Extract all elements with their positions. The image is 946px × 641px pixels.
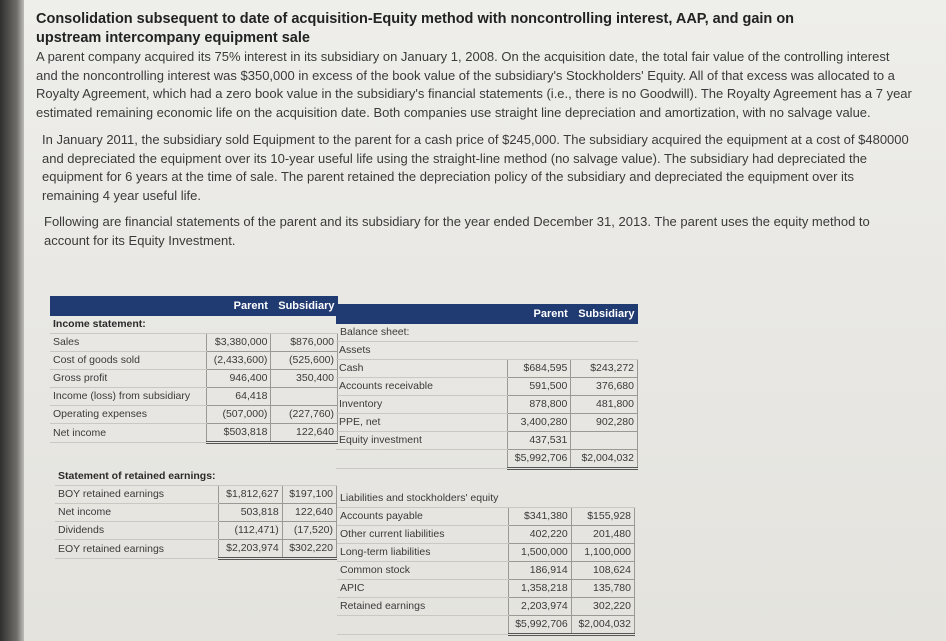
balance-sheet-assets-table	[336, 304, 638, 470]
parent-value: 186,914	[508, 562, 571, 580]
table-row	[50, 388, 338, 406]
retained-earnings-table	[55, 468, 337, 560]
table-row	[336, 432, 638, 450]
photo-edge-shadow	[0, 0, 24, 641]
table-row	[337, 544, 635, 562]
subsidiary-value: 1,100,000	[571, 544, 634, 562]
parent-total-liabilities-equity: $5,992,706	[508, 616, 571, 635]
row-label: Operating expenses	[50, 406, 206, 424]
row-label: Accounts receivable	[336, 378, 507, 396]
parent-value: 402,220	[508, 526, 571, 544]
subsidiary-value: 376,680	[571, 378, 638, 396]
parent-value: 1,500,000	[508, 544, 571, 562]
income-statement-table	[50, 296, 338, 444]
total-row	[337, 616, 635, 635]
subsidiary-value: $155,928	[571, 508, 634, 526]
subsidiary-value: 481,800	[571, 396, 638, 414]
table-row	[337, 508, 635, 526]
parent-value: $2,203,974	[219, 540, 283, 559]
table-row	[50, 406, 338, 424]
subsidiary-value	[571, 432, 638, 450]
subsidiary-total-liabilities-equity: $2,004,032	[571, 616, 634, 635]
table-row	[337, 526, 635, 544]
assets-heading: Assets	[336, 342, 507, 360]
row-label: APIC	[337, 580, 508, 598]
row-label: Equity investment	[336, 432, 507, 450]
parent-value: $684,595	[507, 360, 571, 378]
total-row	[336, 450, 638, 469]
parent-column-header: Parent	[206, 296, 271, 316]
table-row	[55, 522, 337, 540]
parent-total-assets: $5,992,706	[507, 450, 571, 469]
subsidiary-value: 135,780	[571, 580, 634, 598]
row-label: PPE, net	[336, 414, 507, 432]
table-row	[50, 334, 338, 352]
table-row	[337, 598, 635, 616]
row-label: Sales	[50, 334, 206, 352]
income-statement-heading: Income statement:	[50, 316, 206, 334]
subsidiary-value: $302,220	[282, 540, 336, 559]
paragraph-acquisition: A parent company acquired its 75% interest in its subsidiary on January 1, 2008. On the acquisition date, the total fair value of the controlling interest and the noncontrolling interest was $350,000 in excess of the book value of the subsidiary's Stockholders' Equity. All of that excess was allocated to a Royalty Agreement, which had a zero book value in the subsidiary's financial statements (i.e., there is no Goodwill). The Royalty Agreement has a 7 year estimated remaining economic life on the acquisition date. Both companies use straight line depreciation and amortization, with no salvage value.	[36, 49, 912, 120]
row-label: Common stock	[337, 562, 508, 580]
parent-column-header: Parent	[507, 304, 571, 324]
subsidiary-column-header: Subsidiary	[271, 296, 338, 316]
row-label: Retained earnings	[337, 598, 508, 616]
subsidiary-column-header: Subsidiary	[571, 304, 638, 324]
subsidiary-value: (525,600)	[271, 352, 338, 370]
parent-value: $1,812,627	[219, 486, 283, 504]
subsidiary-value: 902,280	[571, 414, 638, 432]
parent-value: 3,400,280	[507, 414, 571, 432]
liabilities-heading: Liabilities and stockholders' equity	[337, 490, 508, 508]
row-label: Cash	[336, 360, 507, 378]
table-row	[50, 352, 338, 370]
subsidiary-value: (17,520)	[282, 522, 336, 540]
table-row	[336, 414, 638, 432]
parent-value: (2,433,600)	[206, 352, 271, 370]
row-label: BOY retained earnings	[55, 486, 219, 504]
subsidiary-value: 350,400	[271, 370, 338, 388]
parent-value: 64,418	[206, 388, 271, 406]
subsidiary-value: 122,640	[282, 504, 336, 522]
parent-value: 503,818	[219, 504, 283, 522]
table-row	[337, 580, 635, 598]
balance-sheet-heading: Balance sheet:	[336, 324, 507, 342]
subsidiary-value: $243,272	[571, 360, 638, 378]
parent-value: $3,380,000	[206, 334, 271, 352]
paragraph-equipment-sale: In January 2011, the subsidiary sold Equipment to the parent for a cash price of $245,000. The subsidiary acquired the equipment at a cost of $480000 and depreciated the equipment over its 10-year useful life using the straight-line method (no salvage value). The subsidiary had depreciated the equipment for 6 years at the time of sale. The parent retained the depreciation policy of the subsidiary and depreciated the equipment over its remaining 4 year useful life.	[42, 132, 909, 203]
row-label: Net income	[55, 504, 219, 522]
subsidiary-value: 108,624	[571, 562, 634, 580]
parent-value: 1,358,218	[508, 580, 571, 598]
table-row	[336, 378, 638, 396]
table-row	[55, 540, 337, 559]
row-label: Long-term liabilities	[337, 544, 508, 562]
row-label: Accounts payable	[337, 508, 508, 526]
table-row	[336, 396, 638, 414]
parent-value: $503,818	[206, 424, 271, 443]
balance-sheet-header-row	[336, 304, 638, 324]
income-statement-header-row	[50, 296, 338, 316]
table-row	[55, 486, 337, 504]
subsidiary-value	[271, 388, 338, 406]
parent-value: (112,471)	[219, 522, 283, 540]
parent-value: 878,800	[507, 396, 571, 414]
parent-value: (507,000)	[206, 406, 271, 424]
row-label: Dividends	[55, 522, 219, 540]
row-label: Cost of goods sold	[50, 352, 206, 370]
table-row	[337, 562, 635, 580]
row-label: Income (loss) from subsidiary	[50, 388, 206, 406]
paragraph-financial-statements: Following are financial statements of the parent and its subsidiary for the year ended December 31, 2013. The parent uses the equity method to account for its Equity Investment.	[44, 214, 870, 248]
table-row	[336, 360, 638, 378]
row-label: Inventory	[336, 396, 507, 414]
subsidiary-value: $197,100	[282, 486, 336, 504]
subsidiary-value: 201,480	[571, 526, 634, 544]
balance-sheet-liabilities-table	[337, 490, 635, 636]
subsidiary-value: $876,000	[271, 334, 338, 352]
parent-value: 2,203,974	[508, 598, 571, 616]
retained-earnings-heading: Statement of retained earnings:	[55, 468, 219, 486]
parent-value: 437,531	[507, 432, 571, 450]
table-row	[50, 370, 338, 388]
subsidiary-value: 122,640	[271, 424, 338, 443]
table-row	[55, 504, 337, 522]
parent-value: $341,380	[508, 508, 571, 526]
row-label: EOY retained earnings	[55, 540, 219, 559]
subsidiary-value: (227,760)	[271, 406, 338, 424]
subsidiary-value: 302,220	[571, 598, 634, 616]
row-label: Gross profit	[50, 370, 206, 388]
parent-value: 946,400	[206, 370, 271, 388]
problem-title: Consolidation subsequent to date of acquisition-Equity method with noncontrolling interest, AAP, and gain on upstream intercompany equipment sale	[36, 11, 795, 46]
table-row	[50, 424, 338, 443]
subsidiary-total-assets: $2,004,032	[571, 450, 638, 469]
problem-text	[36, 10, 916, 250]
row-label: Other current liabilities	[337, 526, 508, 544]
row-label: Net income	[50, 424, 206, 443]
parent-value: 591,500	[507, 378, 571, 396]
